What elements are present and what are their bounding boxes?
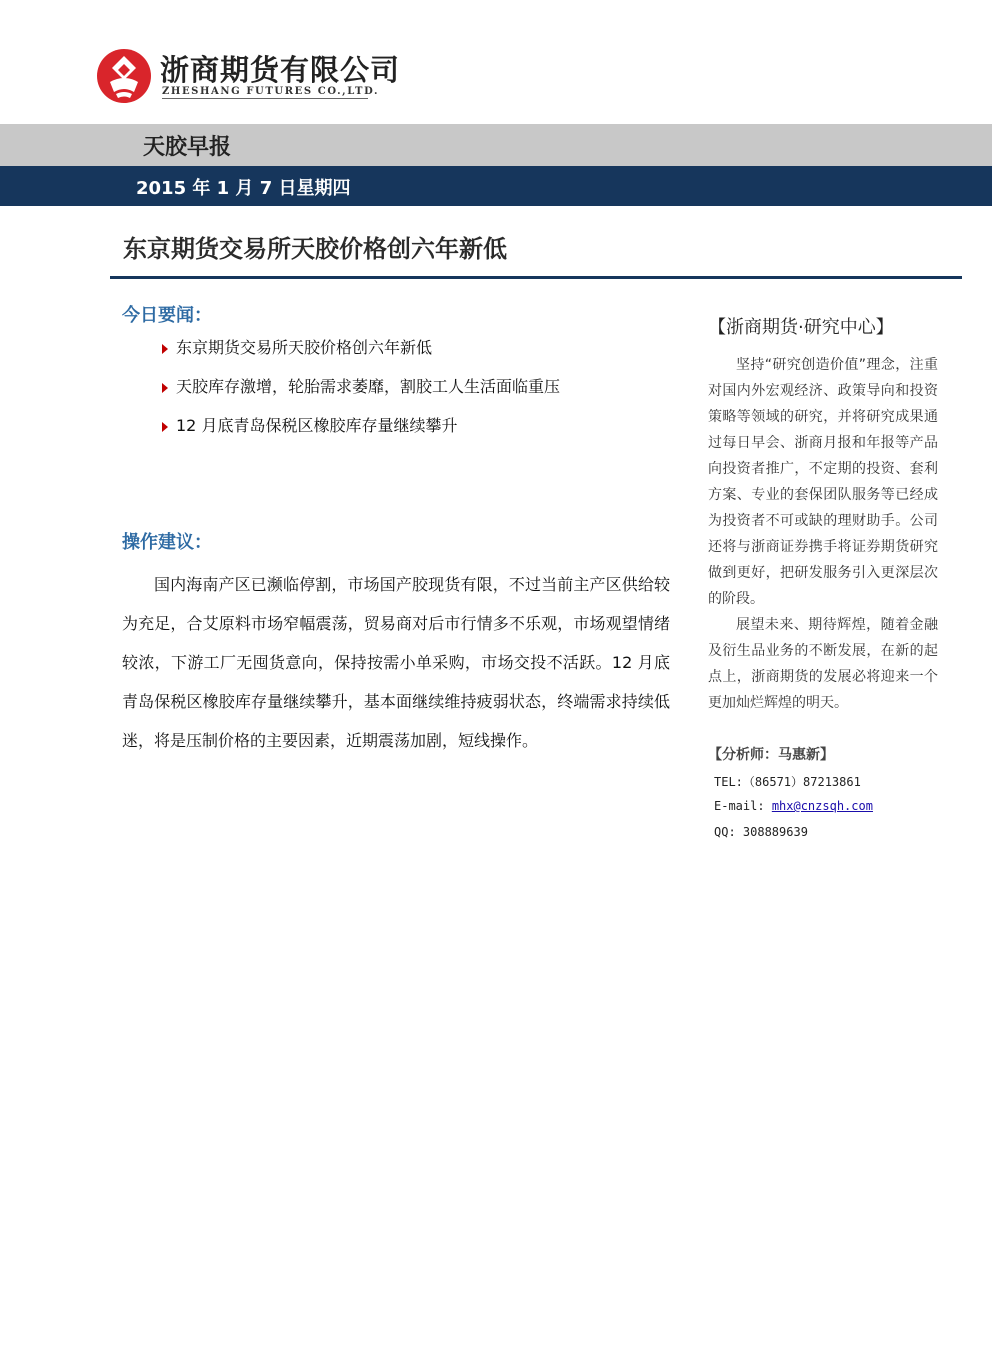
- analyst-tel: TEL:（86571）87213861: [714, 775, 861, 789]
- company-name-en: ZHESHANG FUTURES CO.,LTD.: [162, 86, 380, 97]
- research-center-outlook: 展望未来、期待辉煌，随着金融及衍生品业务的不断发展，在新的起点上，浙商期货的发展必将迎来一个更加灿烂辉煌的明天。: [708, 617, 938, 711]
- news-item-text: 12 月底青岛保税区橡胶库存量继续攀升: [176, 416, 458, 435]
- email-link[interactable]: mhx@cnzsqh.com: [771, 799, 873, 813]
- company-logo: [96, 46, 401, 106]
- report-date: 2015 年 1 月 7 日星期四: [136, 178, 351, 199]
- report-date-band: [0, 166, 992, 206]
- research-center-intro: 坚持“研究创造价值”理念，注重对国内外宏观经济、政策导向和投资策略等领域的研究，并将研究成果通过每日早会、浙商月报和年报等产品向投资者推广，不定期的投资、套利方案、专业的套保团队服务等已经成为投资者不可或缺的理财助手。公司还将与浙商证券携手将证券期货研究做到更好，把研发服务引入更深层次的阶段。: [708, 357, 938, 607]
- news-item-text: 天胶库存激增，轮胎需求萎靡，割胶工人生活面临重压: [176, 377, 561, 396]
- news-item: [162, 335, 432, 358]
- report-title-band: [0, 124, 992, 166]
- headline: 东京期货交易所天胶价格创六年新低: [123, 235, 507, 263]
- analyst-email-row: [714, 799, 873, 813]
- news-item-text: 东京期货交易所天胶价格创六年新低: [176, 338, 433, 357]
- bullet-arrow-icon: [162, 383, 168, 393]
- advice-heading: 操作建议：: [122, 532, 212, 553]
- bullet-arrow-icon: [162, 344, 168, 354]
- analyst-name: 【分析师：马惠新】: [708, 747, 834, 763]
- headline-divider: [110, 276, 962, 279]
- bullet-arrow-icon: [162, 422, 168, 432]
- news-item: [162, 413, 457, 436]
- zheshang-logo-icon: [96, 48, 152, 104]
- research-center-title: 【浙商期货·研究中心】: [708, 317, 894, 338]
- company-name-cn: 浙商期货有限公司: [160, 53, 401, 87]
- news-heading: 今日要闻：: [122, 305, 212, 326]
- advice-paragraph: 国内海南产区已濒临停割，市场国产胶现货有限，不过当前主产区供给较为充足，合艾原料市场窄幅震荡，贸易商对后市行情多不乐观，市场观望情绪较浓，下游工厂无囤货意向，保持按需小单采购，市场交投不活跃。12 月底青岛保税区橡胶库存量继续攀升，基本面继续维持疲弱状态，终端需求持续低迷，将是压制价格的主要因素，近期震荡加剧，短线操作。: [122, 575, 670, 750]
- news-item: [162, 374, 560, 397]
- report-title: 天胶早报: [143, 135, 232, 160]
- logo-divider: [162, 98, 368, 99]
- email-label: E-mail:: [714, 799, 765, 813]
- analyst-qq: QQ: 308889639: [714, 825, 808, 839]
